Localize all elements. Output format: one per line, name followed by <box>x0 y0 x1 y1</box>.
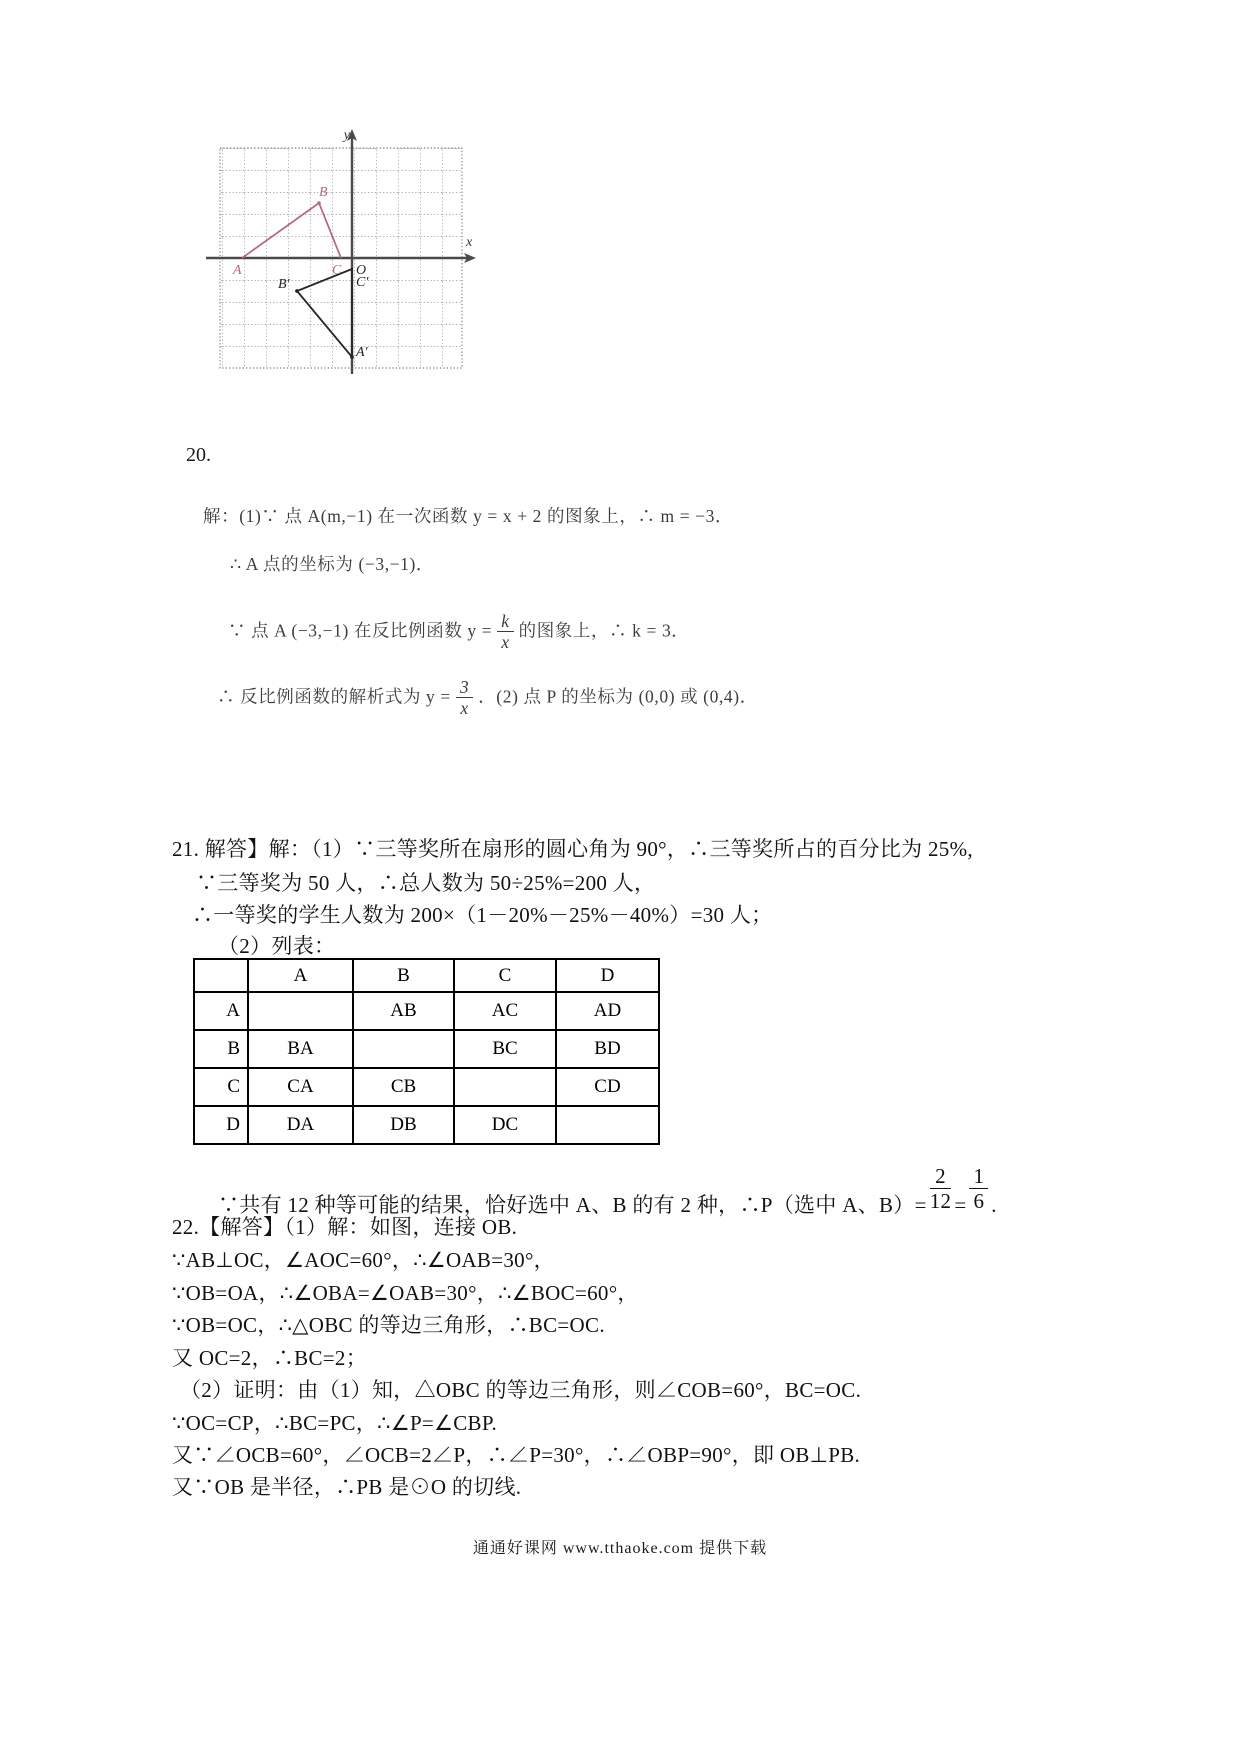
q21-line-4: （2）列表： <box>218 934 336 958</box>
q21-fraction-2-12 <box>930 1165 952 1212</box>
table-header-cell <box>194 959 248 992</box>
table-cell: BD <box>556 1030 659 1068</box>
table-cell: DB <box>353 1106 454 1144</box>
q20-line4-frac-denominator: x <box>460 698 469 719</box>
q22-line-6: （2）证明：由（1）知，△OBC 的等边三角形，则∠COB=60°，BC=OC. <box>180 1378 862 1402</box>
grid-figure-svg <box>200 126 480 396</box>
table-header-cell: C <box>454 959 556 992</box>
footer <box>0 1535 1240 1558</box>
table-header-cell: D <box>556 959 659 992</box>
q21-line-1: 21. 解答】解：（1）∵三等奖所在扇形的圆心角为 90°，∴三等奖所占的百分比为 25%, <box>172 837 973 861</box>
row-label: D <box>194 1106 248 1144</box>
table-cell: AD <box>556 992 659 1030</box>
table-header-cell: B <box>353 959 454 992</box>
q20-line3-frac-numerator: k <box>497 612 513 632</box>
q21-line-3: ∴一等奖的学生人数为 200×（1－20%－25%－40%）=30 人； <box>192 903 773 927</box>
q22-line-5: 又 OC=2，∴BC=2； <box>172 1346 368 1370</box>
q21-frac2-numerator: 1 <box>969 1165 988 1189</box>
point-b-label: B <box>319 185 328 200</box>
row-label: A <box>194 992 248 1030</box>
table-cell <box>454 1068 556 1106</box>
table-cell: AB <box>353 992 454 1030</box>
table-header-row <box>194 959 659 992</box>
q22-line-2: ∵AB⊥OC，∠AOC=60°，∴∠OAB=30°， <box>172 1248 555 1272</box>
q22-line-3: ∵OB=OA，∴∠OBA=∠OAB=30°，∴∠BOC=60°， <box>172 1281 639 1305</box>
row-label: C <box>194 1068 248 1106</box>
table-cell <box>353 1030 454 1068</box>
q21-frac1-denominator: 12 <box>929 1189 952 1214</box>
q22-line-7: ∵OC=CP，∴BC=PC，∴∠P=∠CBP. <box>172 1411 498 1435</box>
outcome-table <box>193 958 660 1145</box>
q21-frac2-denominator: 6 <box>973 1189 985 1214</box>
point-c1-label: C′ <box>356 275 369 290</box>
q20-solution-line-4 <box>217 678 758 718</box>
table-row <box>194 1106 659 1144</box>
table-cell: DA <box>248 1106 353 1144</box>
y-axis-label: y <box>343 128 350 143</box>
q20-line4-fraction <box>456 678 473 718</box>
table-cell: DC <box>454 1106 556 1144</box>
q22-line-9: 又∵OB 是半径，∴PB 是⊙O 的切线. <box>172 1475 522 1499</box>
table-cell: BC <box>454 1030 556 1068</box>
vertex-b1-dot <box>295 289 299 293</box>
q22-line-4: ∵OB=OC，∴△OBC 的等边三角形，∴BC=OC. <box>172 1313 605 1337</box>
x-axis-label: x <box>466 235 473 250</box>
q20-solution-line-3 <box>228 612 689 652</box>
q20-line3-frac-denominator: x <box>501 632 510 653</box>
origin-label: O <box>356 263 367 278</box>
table-row <box>194 992 659 1030</box>
q21-equals-sign: = <box>954 1193 967 1218</box>
table-cell: BA <box>248 1030 353 1068</box>
table-row <box>194 1030 659 1068</box>
q22-line-1: 22.【解答】（1）解：如图，连接 OB. <box>172 1215 518 1239</box>
q20-line4-pre: ∴ 反比例函数的解析式为 y = <box>217 686 451 707</box>
q21-line-2: ∵三等奖为 50 人，∴总人数为 50÷25%=200 人， <box>196 871 656 895</box>
q20-solution-line-1: 解：(1)∵ 点 A(m,−1) 在一次函数 y = x + 2 的图象上，∴ m = −3． <box>203 506 734 526</box>
q20-line4-frac-numerator: 3 <box>456 678 473 698</box>
q22-line-8: 又∵∠OCB=60°，∠OCB=2∠P，∴∠P=30°，∴∠OBP=90°，即 OB⊥PB. <box>172 1443 861 1467</box>
table-cell: AC <box>454 992 556 1030</box>
point-a1-label: A′ <box>356 345 368 360</box>
point-a-label: A <box>233 263 242 278</box>
table-cell: CD <box>556 1068 659 1106</box>
table-cell: CB <box>353 1068 454 1106</box>
table-cell <box>248 992 353 1030</box>
q20-line3-fraction <box>497 612 513 652</box>
q21-result-period: . <box>991 1193 997 1218</box>
footer-text: 通通好课网 www.tthaoke.com 提供下载 <box>472 1540 768 1557</box>
coordinate-grid-figure <box>200 126 480 396</box>
q20-line4-post: ．(2) 点 P 的坐标为 (0,0) 或 (0,4)． <box>478 686 758 707</box>
q20-solution-line-2: ∴ A 点的坐标为 (−3,−1)． <box>230 554 435 574</box>
q21-frac1-numerator: 2 <box>930 1165 952 1189</box>
vertex-a1-dot <box>350 355 354 359</box>
table-row <box>194 1068 659 1106</box>
table-cell: CA <box>248 1068 353 1106</box>
table-cell <box>556 1106 659 1144</box>
row-label: B <box>194 1030 248 1068</box>
q21-result-pre: ∵共有 12 种等可能的结果，恰好选中 A、B 的有 2 种，∴P（选中 A、B）= <box>218 1193 927 1218</box>
table-header-cell: A <box>248 959 353 992</box>
q20-line3-pre: ∵ 点 A (−3,−1) 在反比例函数 y = <box>228 620 493 641</box>
vertex-b-dot <box>317 201 321 205</box>
q20-line3-post: 的图象上，∴ k = 3． <box>518 620 690 641</box>
point-c-label: C <box>332 263 342 278</box>
q21-fraction-1-6 <box>969 1165 988 1212</box>
point-b1-label: B′ <box>278 277 290 292</box>
q20-number: 20. <box>186 444 211 466</box>
